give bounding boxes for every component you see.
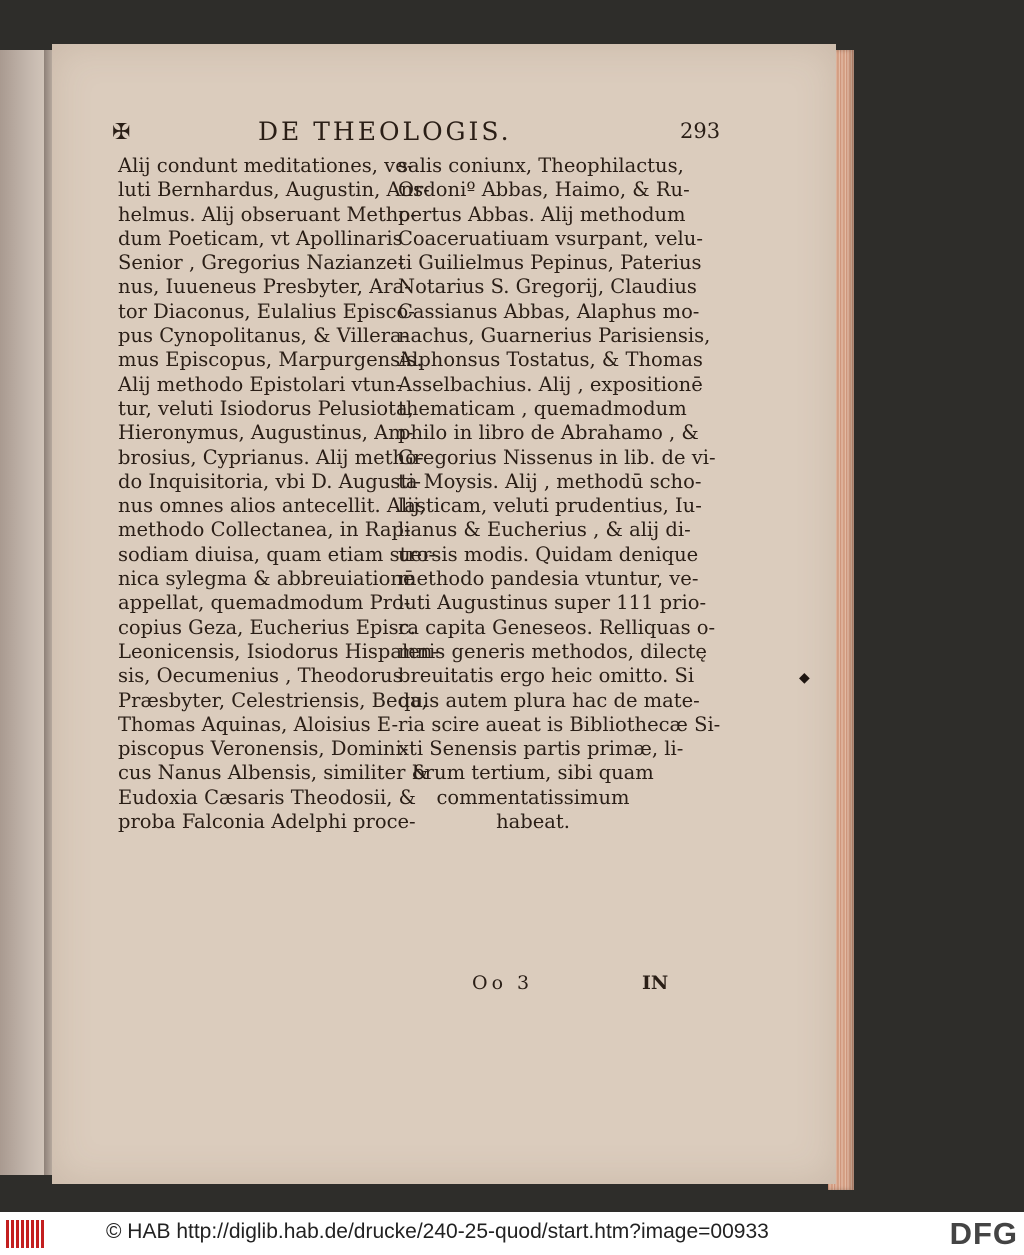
- text-line: copius Geza, Eucherius Episc.: [118, 615, 416, 639]
- book-page: [52, 44, 836, 1184]
- text-line: habeat.: [496, 810, 570, 834]
- text-line: Coaceruatiuam vsurpant, velu-: [398, 226, 703, 250]
- text-line: Eudoxia Cæsaris Theodosii, &: [118, 785, 417, 809]
- text-line: sodiam diuisa, quam etiam stro-: [118, 542, 436, 566]
- text-line: dum Poeticam, vt Apollinaris: [118, 226, 403, 250]
- text-line: thematicam , quemadmodum: [398, 396, 687, 420]
- signature-mark: Oo 3: [472, 972, 534, 994]
- text-line: brum tertium, sibi quam: [412, 761, 654, 785]
- running-head: DE THEOLOGIS.: [258, 117, 512, 146]
- text-line: philo in libro de Abrahamo , &: [398, 421, 699, 445]
- text-line: Ordoniº Abbas, Haimo, & Ru-: [398, 178, 690, 202]
- text-line: Senior , Gregorius Nazianze-: [118, 251, 405, 275]
- catchword: IN: [642, 972, 669, 994]
- text-line: nica sylegma & abbreuiationē: [118, 567, 415, 591]
- right-text-column: [398, 154, 728, 834]
- text-line: tur, veluti Isiodorus Pelusiota,: [118, 396, 414, 420]
- text-line: nus omnes alios antecellit. Alij,: [118, 494, 426, 518]
- text-line: xti Senensis partis primæ, li-: [398, 737, 684, 761]
- text-line: pus Cynopolitanus, & Villera-: [118, 324, 409, 348]
- text-line: luti Augustinus super 111 prio-: [398, 591, 707, 615]
- text-line: helmus. Alij obseruant Metho-: [118, 202, 417, 226]
- text-line: proba Falconia Adelphi proce-: [118, 810, 416, 834]
- text-line: appellat, quemadmodum Pro-: [118, 591, 411, 615]
- dfg-logo: DFG: [949, 1216, 1018, 1251]
- text-line: do Inquisitoria, vbi D. Augusti-: [118, 469, 421, 493]
- text-line: commentatissimum: [436, 785, 630, 809]
- text-line: nachus, Guarnerius Parisiensis,: [398, 324, 711, 348]
- text-line: Thomas Aquinas, Aloisius E-: [118, 712, 399, 736]
- text-line: Alphonsus Tostatus, & Thomas: [398, 348, 703, 372]
- text-line: Notarius S. Gregorij, Claudius: [398, 275, 697, 299]
- text-line: Cassianus Abbas, Alaphus mo-: [398, 299, 700, 323]
- text-line: mnis generis methodos, dilectę: [398, 639, 707, 663]
- text-line: nus, Iuueneus Presbyter, Ara-: [118, 275, 411, 299]
- ornament-icon: ✠: [112, 120, 131, 145]
- text-line: Asselbachius. Alij , expositionē: [398, 372, 703, 396]
- text-line: uersis modis. Quidam denique: [398, 542, 699, 566]
- text-line: Præsbyter, Celestriensis, Beda,: [118, 688, 428, 712]
- text-line: methodo Collectanea, in Rap-: [118, 518, 411, 542]
- text-line: Leonicensis, Isiodorus Hispalen-: [118, 639, 439, 663]
- left-text-column: [118, 154, 439, 834]
- text-line: ria scire aueat is Bibliothecæ Si-: [398, 712, 721, 736]
- text-line: salis coniunx, Theophilactus,: [398, 154, 684, 177]
- text-line: lianus & Eucherius , & alij di-: [398, 518, 691, 542]
- text-line: mus Episcopus, Marpurgensis.: [118, 348, 423, 372]
- text-line: pertus Abbas. Alij methodum: [398, 202, 686, 226]
- text-line: cus Nanus Albensis, similiter &: [118, 761, 429, 785]
- text-line: sis, Oecumenius , Theodorus: [118, 664, 403, 688]
- page-number: 293: [680, 119, 721, 143]
- text-line: tor Diaconus, Eulalius Episco-: [118, 299, 415, 323]
- text-line: Alij condunt meditationes, ve-: [118, 154, 414, 177]
- ink-mark-icon: ◆: [799, 670, 810, 686]
- text-line: methodo pandesia vtuntur, ve-: [398, 567, 699, 591]
- text-line: Gregorius Nissenus in lib. de vi-: [398, 445, 716, 469]
- footer-bar: [0, 1212, 1024, 1255]
- text-line: breuitatis ergo heic omitto. Si: [398, 664, 695, 688]
- text-line: ti Guilielmus Pepinus, Paterius: [398, 251, 702, 275]
- text-line: ta Moysis. Alij , methodū scho-: [398, 469, 702, 493]
- page-header: [112, 117, 721, 151]
- text-line: lasticam, veluti prudentius, Iu-: [398, 494, 702, 518]
- text-line: ra capita Geneseos. Relliquas o-: [398, 615, 716, 639]
- text-line: quis autem plura hac de mate-: [398, 688, 700, 712]
- text-line: brosius, Cyprianus. Alij metho-: [118, 445, 424, 469]
- text-line: piscopus Veronensis, Domini-: [118, 737, 409, 761]
- text-line: luti Bernhardus, Augustin, Ans-: [118, 178, 430, 202]
- footer-url[interactable]: © HAB http://diglib.hab.de/drucke/240-25-quod/start.htm?image=00933: [106, 1220, 769, 1243]
- barcode-icon: [6, 1220, 48, 1248]
- text-line: Alij methodo Epistolari vtun-: [118, 372, 403, 396]
- text-line: Hieronymus, Augustinus, Am-: [118, 421, 414, 445]
